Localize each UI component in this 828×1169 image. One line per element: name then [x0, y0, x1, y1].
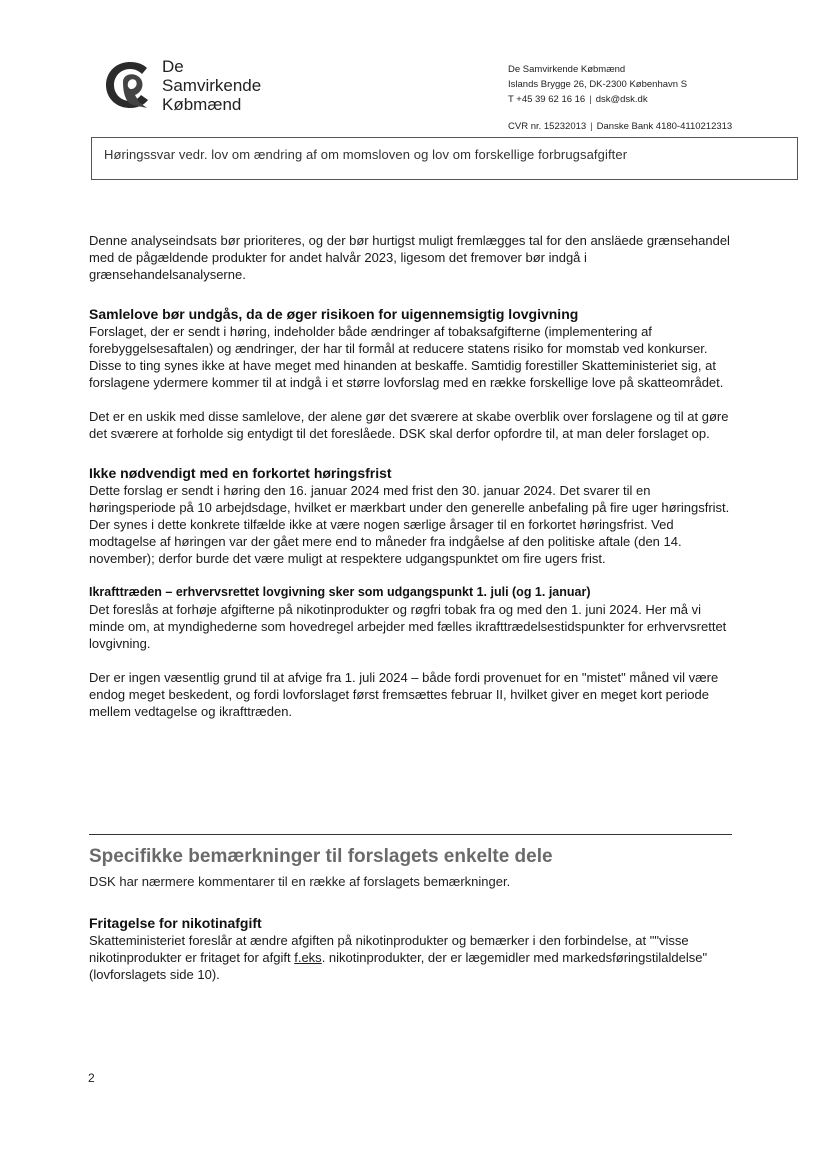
specific-section-title: Specifikke bemærkninger til forslagets enkelte dele	[89, 846, 553, 867]
specific-section-subtitle: DSK har nærmere kommentarer til en række af forslagets bemærkninger.	[89, 874, 511, 889]
sender-contact-row	[508, 92, 732, 107]
logo-line-2: Samvirkende	[162, 76, 262, 95]
intro-paragraph: Denne analyseindsats bør prioriteres, og der bør hurtigst muligt fremlægges tal for den ansläede grænsehandel med de pågældende produkter for andet halvår 2023, ligesom det fremover bør indgå i grænsehandelsanalyserne.	[89, 233, 730, 282]
logo-wordmark	[162, 57, 261, 114]
page-number: 2	[88, 1071, 95, 1085]
sender-address: Islands Brygge 26, DK-2300 København S	[508, 79, 688, 90]
logo-swirl-icon	[103, 58, 157, 112]
separator: |	[589, 94, 592, 105]
section-divider	[89, 834, 732, 835]
logo-line-1: De	[162, 57, 184, 76]
remark-heading: Fritagelse for nikotinafgift	[89, 915, 262, 931]
sender-name: De Samvirkende Købmænd	[508, 64, 626, 75]
section-paragraph: Dette forslag er sendt i høring den 16. januar 2024 med frist den 30. januar 2024. Det svarer til en høringsperiode på 10 arbejdsdage, hvilket er mærkbart under den generelle anbefaling på fire uger høringsfrist. Der synes i dette konkrete tilfælde ikke at være nogen særlige årsager til en forkortet høringsfrist. Ved modtagelse af høringen var der gået mere end to måneder fra indgåelse af den politiske aftale (den 14. november); derfor burde det være muligt at respektere udgangspunktet om fire ugers frist.	[89, 483, 730, 566]
remark-underlined-abbrev: f.eks	[294, 950, 322, 965]
section-heading: Ikrafttræden – erhvervsrettet lovgivning sker som udgangspunkt 1. juli (og 1. januar)	[89, 585, 591, 599]
sender-phone: T +45 39 62 16 16	[508, 94, 586, 105]
remark-paragraph	[89, 932, 739, 983]
section-heading: Ikke nødvendigt med en forkortet høringsfrist	[89, 465, 392, 481]
specific-remark-block	[89, 914, 739, 983]
sender-email: dsk@dsk.dk	[595, 94, 648, 105]
sender-cvr: CVR nr. 15232013	[508, 121, 587, 132]
remark-text-end: . nikotinprodukter, der er lægemidler med markedsføringstilaldelse" (lovforslagets side 10).	[89, 950, 708, 982]
sender-block	[508, 62, 732, 134]
section-paragraph: Forslaget, der er sendt i høring, indeholder både ændringer af tobaksafgifterne (implementering af forebyggelsesaftalen) og ændringer, der har til formål at reducere statens risiko for momstab ved konkurser. Disse to ting synes ikke at have meget med hinanden at beskaffe. Samtidig forestiller Skatteministeriet sig, at forslagene ydermere kommer til at indgå i et større lovforslag med en række forskellige love på skatteområdet.	[89, 324, 724, 390]
remark-text-start: Skatteministeriet foreslår at ændre afgiften på nikotinprodukter og bemærker i den forbindelse, at ""visse nikotinprodukter er fritaget for afgift	[89, 933, 689, 965]
section-heading: Samlelove bør undgås, da de øger risikoen for uigennemsigtig lovgivning	[89, 306, 579, 322]
section-paragraph: Der er ingen væsentlig grund til at afvige fra 1. juli 2024 – både fordi provenuet for en "mistet" måned vil være endog meget beskedent, og fordi lovforslaget først fremsættes februar II, hvilket giver en meget kort periode mellem vedtagelse og ikrafttræden.	[89, 670, 719, 719]
logo-mark	[103, 58, 157, 112]
subject-box	[91, 137, 798, 180]
section-paragraph: Det foreslås at forhøje afgifterne på nikotinprodukter og røgfri tobak fra og med den 1. juni 2024. Her må vi minde om, at myndighederne som hovedregel arbejder med fælles ikrafttrædelsestidspunkter for erhvervsrettet lovgivning.	[89, 602, 727, 651]
main-content	[89, 232, 739, 720]
subject-title: Høringssvar vedr. lov om ændring af om momsloven og lov om forskellige forbrugsafgifter	[104, 147, 628, 162]
section-paragraph: Det er en uskik med disse samlelove, der alene gør det sværere at skabe overblik over forslagene og til at gøre det sværere at forholde sig entydigt til det foreslåede. DSK skal derfor opfordre til, at man deler forslaget op.	[89, 409, 729, 441]
sender-bank: Danske Bank 4180-4110212313	[596, 121, 733, 132]
sender-registration-row	[508, 119, 732, 134]
separator: |	[590, 121, 593, 132]
logo-line-3: Købmænd	[162, 95, 242, 114]
